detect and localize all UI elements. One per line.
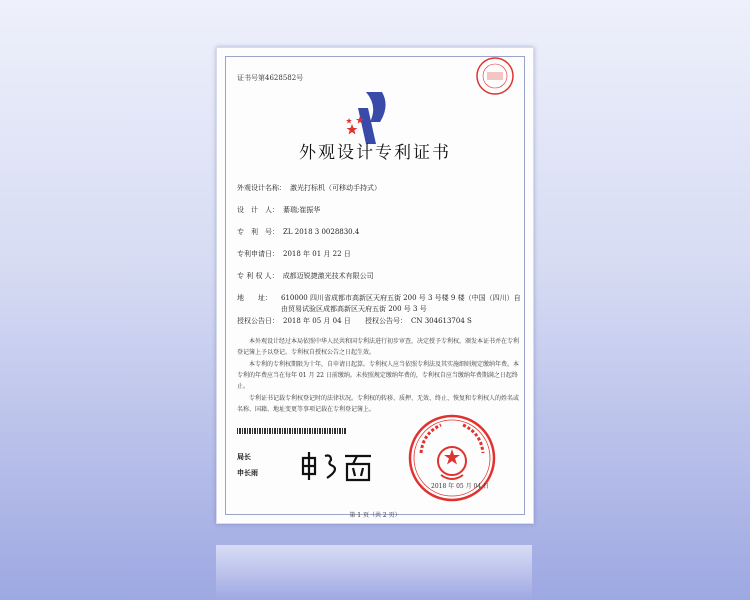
field-value: ZL 2018 3 0028830.4 xyxy=(283,228,360,236)
field-grant-info xyxy=(237,316,472,326)
paragraph: 本专利的专利权期限为十年，自申请日起算。专利权人应当依照专利法及其实施细则规定缴纳年费。本专利的年费应当在每年 01 月 22 日前缴纳。未按照规定缴纳年费的，专利权自应当缴纳年费期满之日起终止。 xyxy=(237,361,520,390)
field-value: 成都迈锐捷激光技术有限公司 xyxy=(282,272,374,280)
director-signature xyxy=(297,448,377,484)
field-value: 激光打标机（可移动手持式） xyxy=(290,184,381,192)
field-value: 610000 四川省成都市高新区天府五街 200 号 3 号楼 9 楼（中国（四川）自由贸易试验区成都高新区天府五街 200 号 3 号 xyxy=(281,294,521,313)
seal-date: 2018 年 05 月 04 日 xyxy=(431,483,490,490)
field-value: 綦瑞;崔振华 xyxy=(283,206,321,214)
director-label: 局长 xyxy=(237,452,251,461)
field-application-date xyxy=(237,249,351,259)
director-name: 申长雨 xyxy=(237,468,258,477)
paragraph: 专利证书记载专利权登记时的法律状况。专利权的转移、质押、无效、终止、恢复和专利权人的姓名或名称、国籍、地址变更等事项记载在专利登记簿上。 xyxy=(237,395,520,413)
patent-certificate xyxy=(216,47,534,524)
field-label: 外观设计名称： xyxy=(237,184,286,192)
field-label: 地 址： xyxy=(237,294,272,302)
field-label: 专 利 号： xyxy=(237,228,279,236)
field-patentee xyxy=(237,271,374,281)
field-designer xyxy=(237,205,320,215)
paragraph: 本外观设计经过本局依照中华人民共和国专利法进行初步审查，决定授予专利权，颁发本证书并在专利登记簿上予以登记。专利权自授权公告之日起生效。 xyxy=(237,338,520,356)
field-value: CN 304613704 S xyxy=(411,317,472,325)
certificate-title: 外观设计专利证书 xyxy=(299,143,451,163)
field-label: 授权公告日： xyxy=(237,317,279,325)
field-label: 授权公告号： xyxy=(365,317,407,325)
office-sticker-icon xyxy=(475,56,515,96)
page-number: 第 1 页（共 2 页） xyxy=(349,512,401,519)
field-design-name xyxy=(237,183,381,193)
field-value: 2018 年 01 月 22 日 xyxy=(283,250,351,258)
field-patent-number xyxy=(237,227,359,237)
certificate-reflection xyxy=(216,545,532,600)
field-value: 2018 年 05 月 04 日 xyxy=(283,317,351,325)
field-label: 专利申请日： xyxy=(237,250,279,258)
certificate-number: 证书号第4628582号 xyxy=(237,74,304,82)
field-label: 设 计 人： xyxy=(237,206,279,214)
barcode xyxy=(237,428,347,434)
field-label: 专 利 权 人： xyxy=(237,272,279,280)
